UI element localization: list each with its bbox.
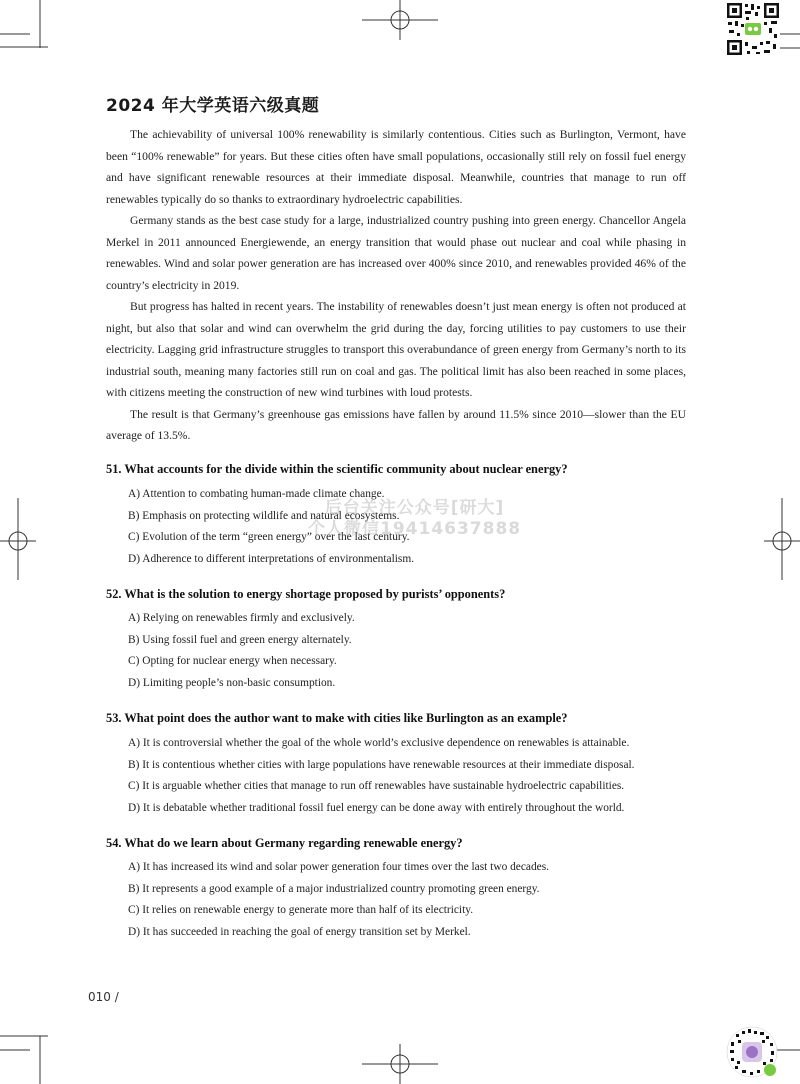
qr-code-bottom [726, 1026, 778, 1078]
reading-passage [106, 124, 686, 447]
option-b[interactable]: B) Using fossil fuel and green energy alternately. [128, 633, 352, 646]
watermark-line: 后台关注公众号[研大] [324, 498, 505, 518]
option-d[interactable]: D) Adherence to different interpretations of environmentalism. [128, 552, 415, 565]
option-c[interactable]: C) It is arguable whether cities that manage to run off renewables have sustainable hydroelectric capabilities. [128, 780, 625, 792]
option-b[interactable]: B) Emphasis on protecting wildlife and natural ecosystems. [128, 509, 400, 522]
option-a[interactable]: A) Relying on renewables firmly and exclusively. [128, 612, 355, 624]
option-b[interactable]: B) It is contentious whether cities with large populations have renewable resources at their immediate disposal. [128, 758, 635, 771]
question-52-options [128, 608, 698, 694]
option-d[interactable]: D) It is debatable whether traditional fossil fuel energy can be done away with entirely throughout the world. [128, 801, 625, 814]
question-53: 53. What point does the author want to make with cities like Burlington as an example? [106, 711, 568, 725]
option-d[interactable]: D) Limiting people’s non-basic consumption. [128, 676, 336, 689]
question-53-options [128, 733, 698, 819]
qr-code-top [726, 2, 780, 56]
passage-paragraph: Germany stands as the best case study for a large, industrialized country pushing into green energy. Chancellor Angela Merkel in 2011 announced Energiewende, an energy transition that would phase out nuclear and coal while phasing in renewables. Wind and solar power generation are has increased over 400% since 2010, and renewables provided 46% of the country’s electricity in 2019. [106, 214, 686, 292]
question-54: 54. What do we learn about Germany regarding renewable energy? [106, 836, 463, 850]
option-a[interactable]: A) It has increased its wind and solar power generation four times over the last two decades. [128, 861, 550, 873]
passage-paragraph: The achievability of universal 100% renewability is similarly contentious. Cities such as Burlington, Vermont, have been “100% renewable” for years. But these cities often have small populations, occasionally still rely on fossil fuel energy and have significant renewable resources at their immediate disposal. Meanwhile, countries that manage to run off renewables typically do so thanks to extraordinary hydroelectric capabilities. [106, 128, 686, 206]
watermark [308, 498, 521, 540]
question-51: 51. What accounts for the divide within the scientific community about nuclear energy? [106, 462, 568, 476]
option-c[interactable]: C) Evolution of the term “green energy” over the last century. [128, 531, 410, 543]
page-title: 2024 年大学英语六级真题 [106, 96, 320, 116]
passage-paragraph: But progress has halted in recent years. The instability of renewables doesn’t just mean energy is often not produced at night, but also that solar and wind can overwhelm the grid during the day, forcing utilities to pay customers to use their electricity. Lagging grid infrastructure struggles to transport this overabundance of green energy from Germany’s north to its industrial south, meaning many factories still run on coal and gas. The political limit has also been reached in some places, with citizens meeting the construction of new wind turbines with loud protests. [106, 300, 686, 399]
watermark-line: 个人微信19414637888 [308, 519, 522, 539]
option-b[interactable]: B) It represents a good example of a major industrialized country promoting green energy. [128, 882, 540, 895]
option-a[interactable]: A) It is controversial whether the goal of the whole world’s exclusive dependence on renewables is attainable. [128, 737, 630, 749]
passage-paragraph: The result is that Germany’s greenhouse gas emissions have fallen by around 11.5% since 2010—slower than the EU average of 13.5%. [106, 407, 686, 442]
option-c[interactable]: C) It relies on renewable energy to generate more than half of its electricity. [128, 904, 474, 916]
page-number: 010 / [88, 990, 119, 1004]
option-a[interactable]: A) Attention to combating human-made climate change. [128, 488, 385, 500]
option-d[interactable]: D) It has succeeded in reaching the goal of energy transition set by Merkel. [128, 925, 471, 938]
question-54-options [128, 857, 698, 943]
option-c[interactable]: C) Opting for nuclear energy when necessary. [128, 655, 337, 667]
question-52: 52. What is the solution to energy shortage proposed by purists’ opponents? [106, 587, 506, 601]
